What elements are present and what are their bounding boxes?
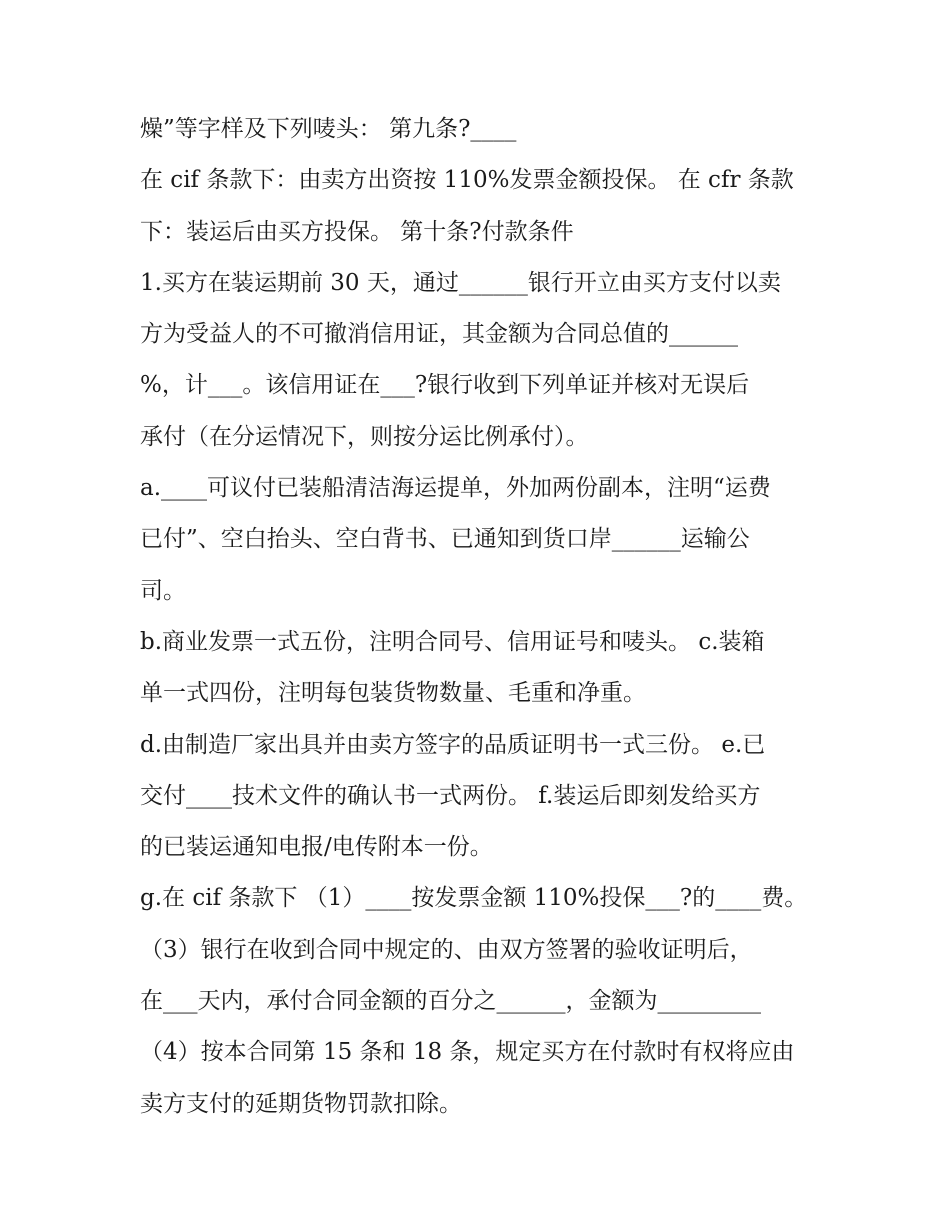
text-line: 承付（在分运情况下，则按分运比例承付）。: [140, 423, 589, 450]
text-line: 交付____技术文件的确认书一式两份。 f.装运后即刻发给买方: [140, 782, 761, 809]
text-line: 单一式四份，注明每包装货物数量、毛重和净重。: [140, 680, 646, 707]
text-line: 已付”、空白抬头、空白背书、已通知到货口岸______运输公: [140, 526, 750, 553]
text-line: g.在 cif 条款下 （1）____按发票金额 110%投保___?的____费。: [140, 885, 808, 912]
text-line: 在 cif 条款下：由卖方出资按 110%发票金额投保。 在 cfr 条款: [140, 167, 794, 194]
text-line: d.由制造厂家出具并由卖方签字的品质证明书一式三份。 e.已: [140, 731, 766, 758]
text-line: 司。: [140, 577, 186, 604]
text-line: 在___天内，承付合同金额的百分之______，金额为_________: [140, 988, 761, 1015]
text-line: （4）按本合同第 15 条和 18 条，规定买方在付款时有权将应由: [140, 1039, 795, 1066]
text-line: %，计___。该信用证在___?银行收到下列单证并核对无误后: [140, 372, 750, 399]
text-line: （3）银行在收到合同中规定的、由双方签署的验收证明后，: [140, 936, 753, 963]
text-line: b.商业发票一式五份，注明合同号、信用证号和唛头。 c.装箱: [140, 628, 765, 655]
text-line: 燥”等字样及下列唛头： 第九条?____: [140, 116, 517, 142]
text-line: a.____可议付已装船清洁海运提单，外加两份副本，注明“运费: [140, 475, 771, 502]
document-body: [140, 104, 820, 1130]
text-line: 方为受益人的不可撤消信用证，其金额为合同总值的______: [140, 321, 738, 348]
text-line: 1.买方在装运期前 30 天，通过______银行开立由买方支付以卖: [140, 269, 781, 296]
text-line: 的已装运通知电报/电传附本一份。: [140, 834, 493, 861]
text-line: 下：装运后由买方投保。 第十条?付款条件: [140, 218, 574, 245]
text-line: 卖方支付的延期货物罚款扣除。: [140, 1090, 462, 1117]
